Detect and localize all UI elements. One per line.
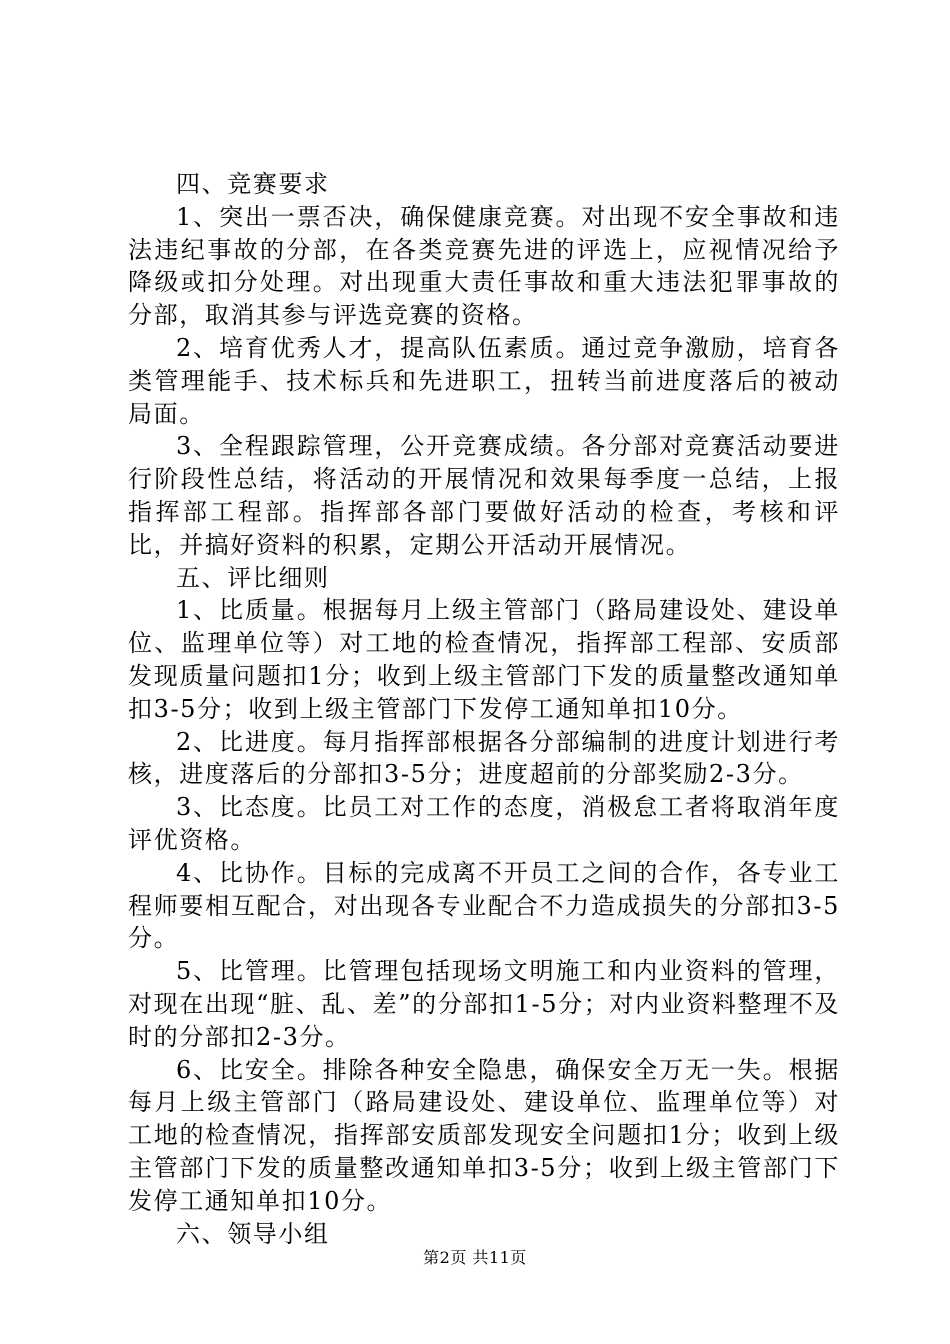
document-body bbox=[128, 168, 840, 1250]
paragraph: 3、比态度。比员工对工作的态度，消极怠工者将取消年度评优资格。 bbox=[128, 793, 840, 854]
paragraph: 5、比管理。比管理包括现场文明施工和内业资料的管理，对现在出现“脏、乱、差”的分部扣1-5分；对内业资料整理不及时的分部扣2-3分。 bbox=[128, 957, 840, 1051]
paragraph: 1、比质量。根据每月上级主管部门（路局建设处、建设单位、监理单位等）对工地的检查情况，指挥部工程部、安质部发现质量问题扣1分；收到上级主管部门下发的质量整改通知单扣3-5分；收到上级主管部门下发停工通知单扣10分。 bbox=[128, 596, 840, 723]
page-footer bbox=[0, 1248, 950, 1268]
section-heading-requirements: 四、竞赛要求 bbox=[176, 170, 330, 198]
paragraph: 2、培育优秀人才，提高队伍素质。通过竞争激励，培育各类管理能手、技术标兵和先进职工，扭转当前进度落后的被动局面。 bbox=[128, 333, 840, 428]
paragraph: 2、比进度。每月指挥部根据各分部编制的进度计划进行考核，进度落后的分部扣3-5分；进度超前的分部奖励2-3分。 bbox=[128, 727, 840, 789]
section-heading-leadership: 六、领导小组 bbox=[176, 1219, 330, 1248]
paragraph: 3、全程跟踪管理，公开竞赛成绩。各分部对竞赛活动要进行阶段性总结，将活动的开展情况和效果每季度一总结，上报指挥部工程部。指挥部各部门要做好活动的检查，考核和评比，并搞好资料的积累，定期公开活动开展情况。 bbox=[128, 432, 840, 559]
paragraph: 4、比协作。目标的完成离不开员工之间的合作，各专业工程师要相互配合，对出现各专业配合不力造成损失的分部扣3-5分。 bbox=[128, 858, 840, 953]
paragraph: 6、比安全。排除各种安全隐患，确保安全万无一失。根据每月上级主管部门（路局建设处、建设单位、监理单位等）对工地的检查情况，指挥部安质部发现安全问题扣1分；收到上级主管部门下发的质量整改通知单扣3-5分；收到上级主管部门下发停工通知单扣10分。 bbox=[128, 1055, 840, 1215]
section-heading-rules: 五、评比细则 bbox=[176, 563, 330, 592]
paragraph: 1、突出一票否决，确保健康竞赛。对出现不安全事故和违法违纪事故的分部，在各类竞赛先进的评选上，应视情况给予降级或扣分处理。对出现重大责任事故和重大违法犯罪事故的分部，取消其参与评选竞赛的资格。 bbox=[128, 202, 840, 330]
page-indicator: 第2页 共11页 bbox=[423, 1248, 527, 1267]
